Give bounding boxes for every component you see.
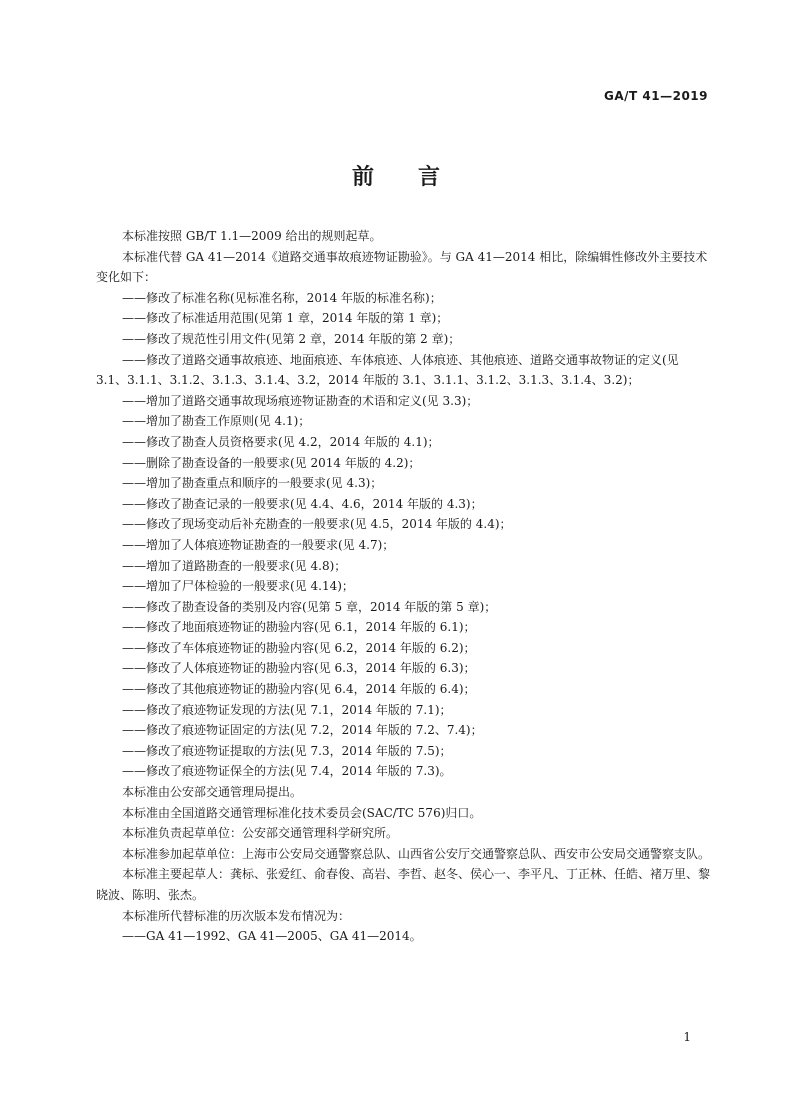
change-item: ——修改了标准适用范围(见第 1 章，2014 年版的第 1 章)； xyxy=(122,311,449,326)
title-char-2: 言 xyxy=(418,165,441,190)
page-title xyxy=(0,160,792,191)
change-item: ——修改了道路交通事故痕迹、地面痕迹、车体痕迹、人体痕迹、其他痕迹、道路交通事故物证的定义(见 3.1、3.1.1、3.1.2、3.1.3、3.1.4、3.2，2014 年版的 3.1、3.1.1、3.1.2、3.1.3、3.1.4、3.2)； xyxy=(96,352,679,388)
paragraph-participating-drafters: 本标准参加起草单位：上海市公安局交通警察总队、山西省公安厅交通警察总队、西安市公安局交通警察支队。 xyxy=(122,846,711,861)
paragraph-main-drafters: 本标准主要起草人：龚标、张爱红、俞春俊、高岩、李哲、赵冬、侯心一、李平凡、丁正林、任皓、褚万里、黎晓波、陈明、张杰。 xyxy=(96,867,711,902)
standard-number: GA/T 41—2019 xyxy=(604,89,708,103)
change-item: ——修改了痕迹物证固定的方法(见 7.2，2014 年版的 7.2、7.4)； xyxy=(122,723,483,738)
change-item: ——修改了地面痕迹物证的勘验内容(见 6.1，2014 年版的 6.1)； xyxy=(122,620,476,635)
change-item: ——修改了勘查记录的一般要求(见 4.4、4.6，2014 年版的 4.3)； xyxy=(122,496,483,511)
foreword-body xyxy=(96,226,710,947)
change-item: ——修改了痕迹物证保全的方法(见 7.4，2014 年版的 7.3)。 xyxy=(122,764,452,779)
change-item: ——修改了勘查设备的类别及内容(见第 5 章，2014 年版的第 5 章)； xyxy=(122,599,497,614)
change-item: ——修改了车体痕迹物证的勘验内容(见 6.2，2014 年版的 6.2)； xyxy=(122,640,476,655)
change-item: ——增加了勘查重点和顺序的一般要求(见 4.3)； xyxy=(122,476,383,491)
change-item: ——修改了痕迹物证发现的方法(见 7.1，2014 年版的 7.1)； xyxy=(122,702,452,717)
change-item: ——增加了道路交通事故现场痕迹物证勘查的术语和定义(见 3.3)； xyxy=(122,393,479,408)
change-item: ——修改了其他痕迹物证的勘验内容(见 6.4，2014 年版的 6.4)； xyxy=(122,682,476,697)
paragraph-replacement: 本标准代替 GA 41—2014《道路交通事故痕迹物证勘验》。与 GA 41—2014 相比，除编辑性修改外主要技术变化如下： xyxy=(96,249,708,285)
change-item: ——增加了道路勘查的一般要求(见 4.8)； xyxy=(122,558,347,573)
paragraph-history-intro: 本标准所代替标准的历次版本发布情况为： xyxy=(122,908,351,923)
change-item: ——修改了标准名称(见标准名称，2014 年版的标准名称)； xyxy=(122,290,442,305)
change-item: ——增加了勘查工作原则(见 4.1)； xyxy=(122,414,311,429)
page-number: 1 xyxy=(683,1030,691,1044)
change-item: ——增加了尸体检验的一般要求(见 4.14)； xyxy=(122,579,354,594)
change-item: ——修改了现场变动后补充勘查的一般要求(见 4.5，2014 年版的 4.4)； xyxy=(122,517,512,532)
change-item: ——增加了人体痕迹物证勘查的一般要求(见 4.7)； xyxy=(122,537,395,552)
change-item: ——修改了勘查人员资格要求(见 4.2，2014 年版的 4.1)； xyxy=(122,434,440,449)
paragraph-proposer: 本标准由公安部交通管理局提出。 xyxy=(122,785,303,800)
paragraph-committee: 本标准由全国道路交通管理标准化技术委员会(SAC/TC 576)归口。 xyxy=(122,805,482,820)
title-char-1: 前 xyxy=(351,165,374,190)
change-item: ——修改了规范性引用文件(见第 2 章，2014 年版的第 2 章)； xyxy=(122,331,461,346)
change-item: ——修改了人体痕迹物证的勘验内容(见 6.3，2014 年版的 6.3)； xyxy=(122,661,476,676)
change-item: ——删除了勘查设备的一般要求(见 2014 年版的 4.2)； xyxy=(122,455,421,470)
paragraph-drafting-rules: 本标准按照 GB/T 1.1—2009 给出的规则起草。 xyxy=(122,229,382,243)
change-item: ——修改了痕迹物证提取的方法(见 7.3，2014 年版的 7.5)； xyxy=(122,743,452,758)
history-item: ——GA 41—1992、GA 41—2005、GA 41—2014。 xyxy=(122,929,422,944)
paragraph-lead-drafter: 本标准负责起草单位：公安部交通管理科学研究所。 xyxy=(122,826,399,841)
